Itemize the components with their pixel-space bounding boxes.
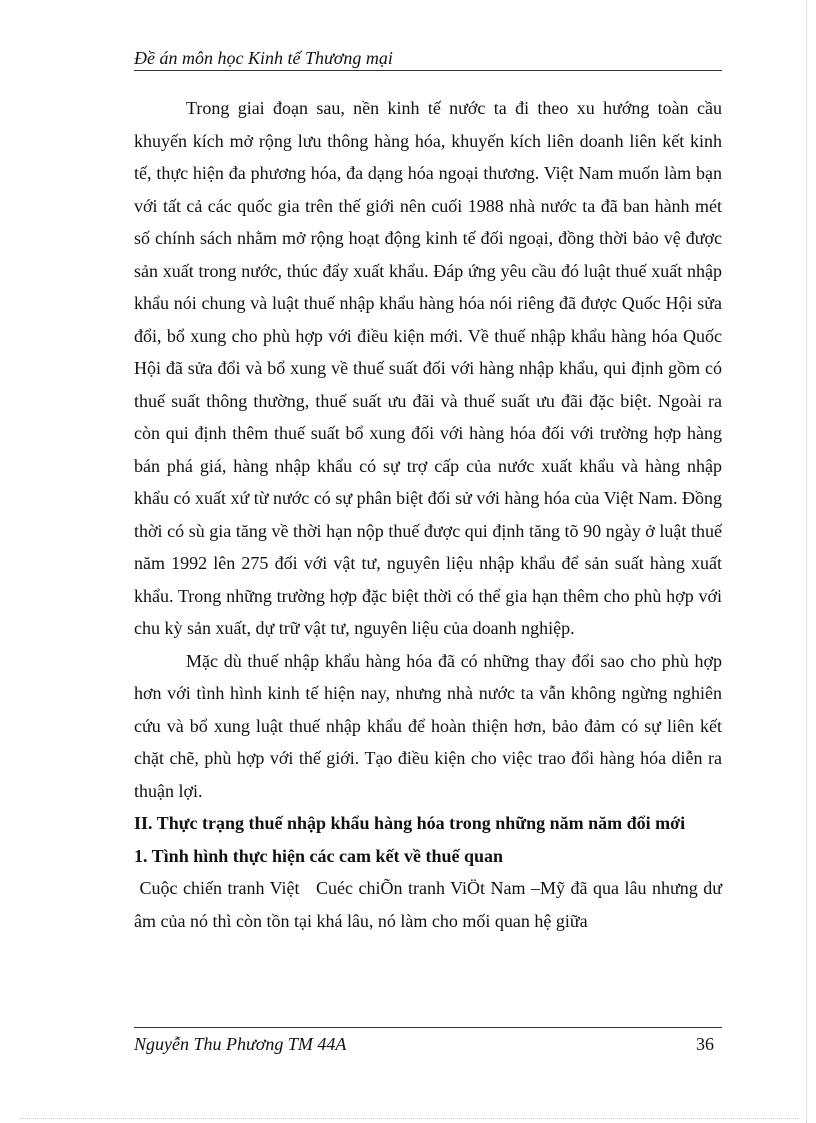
- page-edge-guide-vertical: [806, 0, 807, 1123]
- page-number: 36: [696, 1034, 714, 1054]
- paragraph-2: Mặc dù thuế nhập khẩu hàng hóa đã có những thay đổi sao cho phù hợp hơn với tình hình kinh tế hiện nay, nhưng nhà nước ta vẫn không ngừng nghiên cứu và bổ xung luật thuế nhập khẩu để hoàn thiện hơn, bảo đảm có sự liên kết chặt chẽ, phù hợp với thế giới. Tạo điều kiện cho việc trao đổi hàng hóa diễn ra thuận lợi.: [134, 650, 722, 801]
- document-body: [134, 92, 727, 937]
- header-title: Đề án môn học Kinh tế Thương mại: [134, 48, 393, 68]
- section-heading: II. Thực trạng thuế nhập khẩu hàng hóa trong những năm năm đổi mới: [134, 813, 686, 833]
- subsection-heading: 1. Tình hình thực hiện các cam kết về thuế quan: [134, 845, 504, 866]
- page-footer: [134, 1027, 722, 1058]
- page-edge-guide: [20, 1118, 800, 1119]
- page-header: [134, 46, 722, 71]
- footer-author: Nguyễn Thu Phương TM 44A: [134, 1034, 347, 1054]
- paragraph-1: Trong giai đoạn sau, nền kinh tế nước ta đi theo xu hướng toàn cầu khuyến kích mở rộng lưu thông hàng hóa, khuyến kích liên doanh liên kết kinh tế, thực hiện đa phương hóa, đa dạng hóa ngoại thương. Việt Nam muốn làm bạn với tất cả các quốc gia trên thế giới nên cuối 1988 nhà nước ta đã ban hành mét số chính sách nhằm mở rộng hoạt động kinh tế đối ngoại, đồng thời bảo vệ được sản xuất trong nước, thúc đẩy xuất khẩu. Đáp ứng yêu cầu đó luật thuế xuất nhập khẩu nói chung và luật thuế nhập khẩu hàng hóa nói riêng đã được Quốc Hội sửa đổi, bổ xung cho phù hợp với điều kiện mới. Về thuế nhập khẩu hàng hóa Quốc Hội đã sửa đổi và bổ xung về thuế suất đối với hàng nhập khẩu, qui định gồm có thuế suất thông thường, thuế suất ưu đãi và thuế suất ưu đãi đặc biệt. Ngoài ra còn qui định thêm thuế suất bổ xung đối với hàng hóa đối với trường hợp hàng bán phá giá, hàng nhập khẩu có sự trợ cấp của nước xuất khẩu và hàng nhập khẩu có xuất xứ từ nước có sự phân biệt đối sử với hàng hóa của Việt Nam. Đồng thời có sù gia tăng về thời hạn nộp thuế được qui định tăng tõ 90 ngày ở luật thuế năm 1992 lên 275 đối với vật tư, nguyên liệu nhập khẩu để sản suất hàng xuất khẩu. Trong những trường hợp đặc biệt thời có thể gia hạn thêm cho phù hợp với chu kỳ sản xuất, dự trữ vật tư, nguyên liệu của doanh nghiệp.: [134, 98, 722, 638]
- paragraph-3: Cuộc chiến tranh Việt Cuéc chiÕn tranh ViÖt Nam –Mỹ đã qua lâu nhưng dư âm của nó thì còn tồn tại khá lâu, nó làm cho mối quan hệ giữa: [134, 878, 727, 931]
